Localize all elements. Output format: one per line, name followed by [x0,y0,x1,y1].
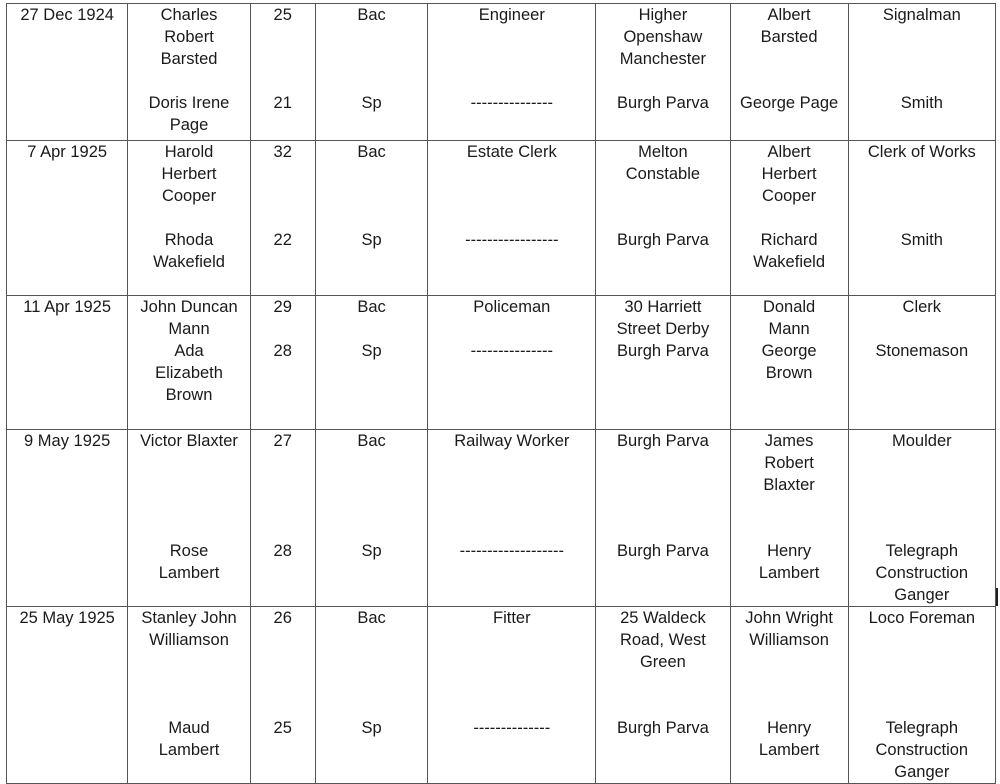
spacer [735,207,844,229]
spacer [255,651,311,673]
spacer [432,70,591,92]
spacer [432,651,591,673]
bride-father-occupation: Construction [875,564,969,582]
groom-residence: Openshaw [623,28,703,46]
groom-residence: Burgh Parva [617,432,709,450]
groom-name: Stanley John [141,609,237,627]
spacer [320,651,424,673]
spacer [600,70,725,92]
father-occupation-cell [848,430,995,607]
marriage-date: 7 Apr 1925 [27,143,108,161]
bride-name: Wakefield [153,253,225,271]
condition-cell [315,141,428,296]
groom-residence: Green [639,653,686,671]
groom-condition: Bac [357,298,386,316]
groom-father-occupation: Signalman [882,6,961,24]
spacer [432,673,591,695]
groom-father: Albert [767,6,811,24]
groom-father: Albert [767,143,811,161]
spacer [255,452,311,474]
spacer [132,474,245,496]
table-row [7,141,996,296]
groom-father: Robert [764,454,814,472]
bride-father-occupation: Telegraph [885,542,959,560]
spacer [320,163,424,185]
father-occupation-cell [848,4,995,141]
spacer [255,673,311,695]
spacer [600,518,725,540]
table-row [7,296,996,430]
marriage-date: 25 May 1925 [19,609,115,627]
bride-father-occupation: Stonemason [875,342,969,360]
bride-occupation: -------------- [473,719,551,737]
age-cell [250,4,315,141]
bride-condition: Sp [361,719,382,737]
groom-name: Victor Blaxter [140,432,238,450]
spacer [600,185,725,207]
spacer [320,318,424,340]
spacer [432,26,591,48]
name-cell [128,430,250,607]
bride-father: Henry [767,542,812,560]
bride-occupation: --------------- [470,342,554,360]
bride-name: Doris Irene [148,94,230,112]
spacer [255,70,311,92]
groom-name: Robert [164,28,214,46]
spacer [853,474,991,496]
marriage-date: 9 May 1925 [24,432,111,450]
groom-father: John Wright [745,609,833,627]
spacer [735,518,844,540]
marriage-date-cell [7,430,128,607]
bride-residence: Burgh Parva [617,94,709,112]
groom-occupation: Railway Worker [454,432,570,450]
spacer [320,673,424,695]
spacer [735,695,844,717]
spacer [853,629,991,651]
marriage-date-cell [7,4,128,141]
spacer [853,673,991,695]
groom-name: John Duncan [140,298,238,316]
condition-cell [315,296,428,430]
cursor-mark [996,588,998,606]
groom-name: Cooper [161,187,217,205]
spacer [735,70,844,92]
spacer [132,651,245,673]
spacer [853,318,991,340]
spacer [432,207,591,229]
table-row [7,4,996,141]
groom-residence: 25 Waldeck [620,609,706,627]
groom-residence: Constable [625,165,701,183]
groom-father: Barsted [760,28,818,46]
groom-father: Herbert [761,165,817,183]
bride-father-occupation: Smith [900,231,943,249]
occupation-cell [428,296,596,430]
groom-name: Williamson [149,631,229,649]
spacer [320,185,424,207]
spacer [735,651,844,673]
spacer [432,496,591,518]
bride-name: Ada [174,342,204,360]
bride-occupation: ------------------- [459,542,564,560]
bride-father: Lambert [758,741,820,759]
residence-cell [596,141,730,296]
bride-father-occupation: Telegraph [885,719,959,737]
condition-cell [315,430,428,607]
name-cell [128,296,250,430]
marriage-date: 11 Apr 1925 [23,298,112,316]
spacer [853,163,991,185]
spacer [432,474,591,496]
spacer [853,70,991,92]
groom-name: Herbert [161,165,217,183]
age-cell [250,141,315,296]
spacer [853,651,991,673]
table-row [7,607,996,784]
groom-occupation: Engineer [478,6,545,24]
spacer [853,48,991,70]
spacer [735,673,844,695]
bride-condition: Sp [361,542,382,560]
spacer [255,26,311,48]
spacer [255,518,311,540]
register-body [7,4,996,784]
bride-occupation: ----------------- [465,231,559,249]
bride-father: George [761,342,817,360]
groom-father: Mann [768,320,810,338]
spacer [320,70,424,92]
groom-residence: 30 Harriett [624,298,702,316]
bride-residence: Burgh Parva [617,542,709,560]
groom-father-occupation: Loco Foreman [868,609,975,627]
spacer [853,695,991,717]
spacer [600,695,725,717]
spacer [600,496,725,518]
spacer [132,695,245,717]
groom-age: 29 [273,298,292,316]
spacer [600,207,725,229]
spacer [432,629,591,651]
father-occupation-cell [848,141,995,296]
bride-age: 28 [273,342,292,360]
bride-condition: Sp [361,231,382,249]
groom-age: 26 [273,609,292,627]
bride-age: 21 [273,94,292,112]
age-cell [250,607,315,784]
table-row [7,430,996,607]
bride-name: Rose [169,542,209,560]
groom-age: 27 [273,432,292,450]
spacer [255,496,311,518]
groom-father: James [764,432,814,450]
bride-father: Richard [760,231,818,249]
bride-name: Brown [165,386,213,404]
spacer [432,318,591,340]
spacer [432,48,591,70]
bride-father: Henry [767,719,812,737]
spacer [853,496,991,518]
groom-father-occupation: Clerk of Works [867,143,976,161]
bride-name: Lambert [158,741,220,759]
spacer [320,26,424,48]
bride-residence: Burgh Parva [617,719,709,737]
spacer [255,163,311,185]
bride-condition: Sp [361,342,382,360]
bride-father: Lambert [758,564,820,582]
spacer [320,452,424,474]
spacer [320,207,424,229]
bride-father: George Page [740,94,839,112]
spacer [853,207,991,229]
marriage-date-cell [7,141,128,296]
bride-father: Wakefield [753,253,826,271]
groom-condition: Bac [357,6,386,24]
occupation-cell [428,141,596,296]
spacer [255,207,311,229]
marriage-date-cell [7,296,128,430]
spacer [132,673,245,695]
spacer [320,496,424,518]
bride-name: Page [169,116,209,134]
groom-occupation: Estate Clerk [466,143,557,161]
bride-name: Lambert [158,564,220,582]
bride-residence: Burgh Parva [617,342,709,360]
bride-father: Brown [765,364,813,382]
groom-condition: Bac [357,143,386,161]
spacer [255,474,311,496]
father-occupation-cell [848,296,995,430]
residence-cell [596,607,730,784]
spacer [600,474,725,496]
age-cell [250,296,315,430]
groom-residence: Melton [638,143,688,161]
bride-father-occupation: Ganger [894,763,950,781]
occupation-cell [428,607,596,784]
father-occupation-cell [848,607,995,784]
spacer [853,452,991,474]
bride-father-occupation: Smith [900,94,943,112]
spacer [432,695,591,717]
bride-residence: Burgh Parva [617,231,709,249]
spacer [432,452,591,474]
spacer [320,48,424,70]
bride-occupation: --------------- [470,94,554,112]
name-cell [128,607,250,784]
groom-residence: Street Derby [616,320,710,338]
spacer [600,452,725,474]
residence-cell [596,4,730,141]
groom-father-occupation: Moulder [892,432,952,450]
father-cell [730,4,848,141]
bride-age: 25 [273,719,292,737]
spacer [320,474,424,496]
bride-name: Rhoda [164,231,214,249]
spacer [735,48,844,70]
spacer [853,185,991,207]
spacer [432,518,591,540]
groom-father-occupation: Clerk [902,298,942,316]
spacer [320,695,424,717]
spacer [735,496,844,518]
condition-cell [315,607,428,784]
groom-residence: Higher [638,6,688,24]
groom-age: 25 [273,6,292,24]
groom-name: Harold [164,143,214,161]
spacer [600,673,725,695]
groom-age: 32 [273,143,292,161]
spacer [132,70,245,92]
father-cell [730,430,848,607]
spacer [432,185,591,207]
groom-condition: Bac [357,432,386,450]
groom-father: Williamson [749,631,829,649]
age-cell [250,430,315,607]
name-cell [128,141,250,296]
spacer [320,629,424,651]
condition-cell [315,4,428,141]
name-cell [128,4,250,141]
bride-age: 22 [273,231,292,249]
bride-age: 28 [273,542,292,560]
spacer [255,185,311,207]
father-cell [730,607,848,784]
bride-condition: Sp [361,94,382,112]
marriage-register-table [6,3,996,784]
occupation-cell [428,4,596,141]
bride-name: Maud [168,719,210,737]
spacer [132,207,245,229]
spacer [132,518,245,540]
spacer [320,518,424,540]
groom-residence: Road, West [619,631,706,649]
spacer [255,48,311,70]
spacer [255,629,311,651]
spacer [255,695,311,717]
groom-father: Donald [762,298,816,316]
groom-condition: Bac [357,609,386,627]
groom-name: Mann [168,320,210,338]
marriage-date-cell [7,607,128,784]
groom-father: Blaxter [763,476,815,494]
spacer [432,163,591,185]
spacer [255,318,311,340]
spacer [853,518,991,540]
residence-cell [596,296,730,430]
spacer [853,26,991,48]
groom-occupation: Policeman [473,298,551,316]
occupation-cell [428,430,596,607]
spacer [132,496,245,518]
father-cell [730,296,848,430]
groom-father: Cooper [762,187,817,205]
father-cell [730,141,848,296]
groom-name: Charles [160,6,218,24]
groom-occupation: Fitter [493,609,531,627]
bride-father-occupation: Ganger [894,586,950,604]
bride-father-occupation: Construction [875,741,969,759]
groom-name: Barsted [160,50,218,68]
residence-cell [596,430,730,607]
bride-name: Elizabeth [155,364,223,382]
spacer [132,452,245,474]
marriage-date: 27 Dec 1924 [20,6,114,24]
groom-residence: Manchester [619,50,707,68]
